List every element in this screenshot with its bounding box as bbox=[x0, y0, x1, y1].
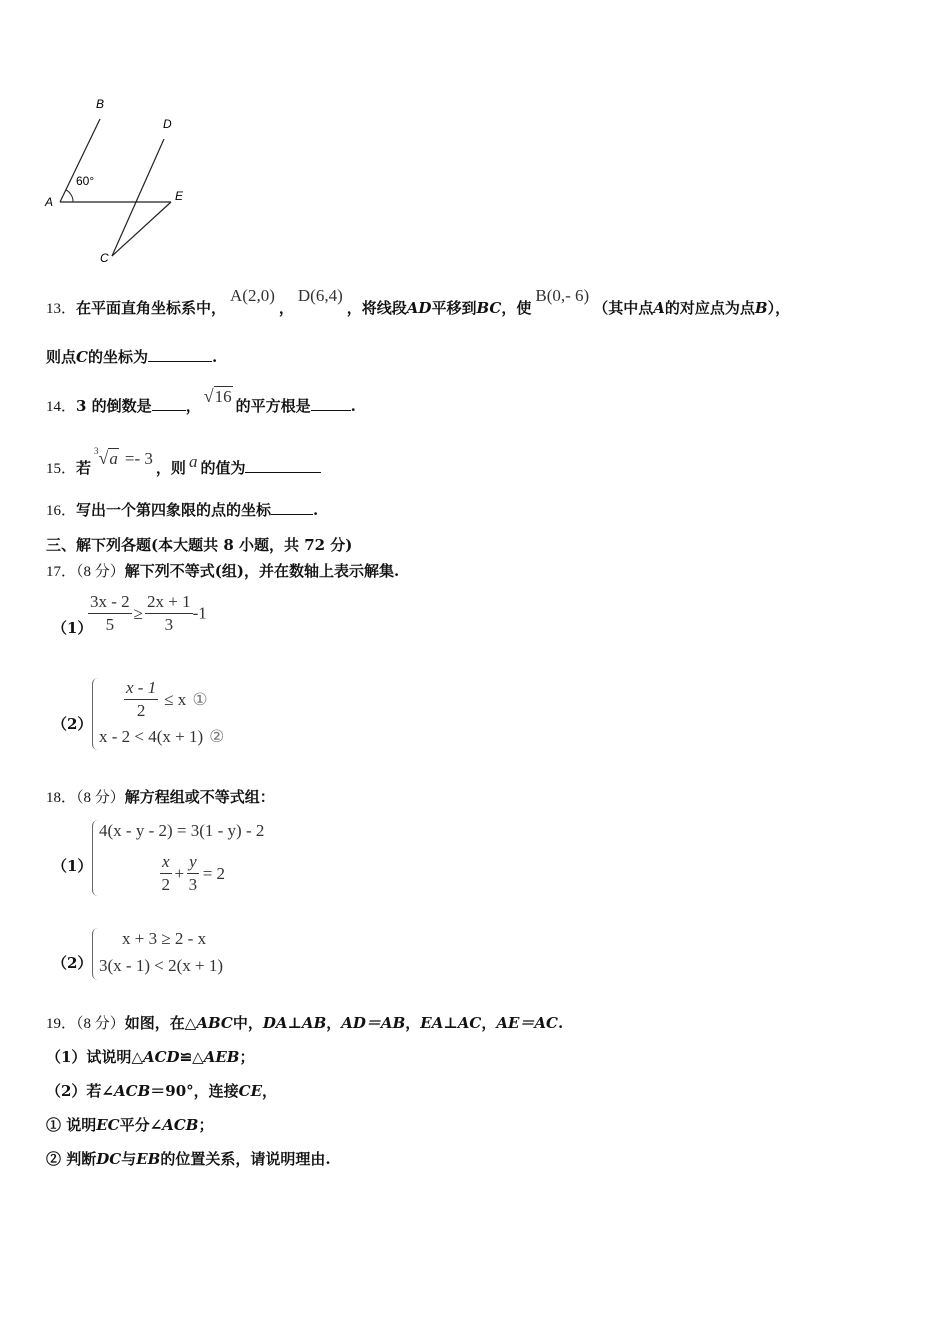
q17-part2-row2: x - 2 < 4(x + 1) ② bbox=[99, 727, 225, 746]
q19-sub2: （2）若∠ACB＝90°，连接CE， bbox=[46, 1082, 278, 1100]
label-d: D bbox=[163, 117, 172, 131]
q18-part1-label: （1） bbox=[52, 857, 93, 875]
q16-line: 16．写出一个第四象限的点的坐标 . bbox=[46, 501, 319, 519]
q13-line1: 13．在平面直角坐标系中，A(2,0)，D(6,4)，将线段AD平移到BC，使B(0,- 6)（其中点A的对应点为点B）， bbox=[46, 286, 791, 317]
q16-answer-blank[interactable] bbox=[271, 500, 313, 515]
q18-part2-label: （2） bbox=[52, 954, 93, 972]
q19-sub2-part1: ① 说明EC平分∠ACB； bbox=[46, 1116, 214, 1134]
label-c: C bbox=[100, 251, 109, 265]
q18-part2-brace bbox=[92, 928, 99, 980]
q17-part2-label: （2） bbox=[52, 715, 93, 733]
q17-part2-row1: $\frac{x - 1}{2}$ ≤ x ① bbox=[126, 678, 208, 720]
segment-ab bbox=[60, 119, 100, 202]
q15-line: 15．若$^3$√a =- 3 ，则 a 的值为 bbox=[46, 454, 321, 479]
angle-label: 60° bbox=[76, 174, 95, 188]
q13-point-d: D(6,4) bbox=[297, 286, 343, 305]
section-3-heading: 三、解下列各题(本大题共 8 小题，共 72 分) bbox=[46, 536, 353, 554]
q14-sqrt: √16 bbox=[203, 386, 232, 406]
label-a: A bbox=[45, 195, 54, 209]
q15-cube-root: $^3$√a =- 3 bbox=[94, 446, 153, 468]
q18-title: 18．（8 分）解方程组或不等式组： bbox=[46, 788, 275, 806]
segment-ce bbox=[112, 202, 171, 256]
q14-line: 14．3 的倒数是 ， √16 的平方根是 . bbox=[46, 386, 356, 415]
q19-sub1: （1）试说明△ACD≌△AEB； bbox=[46, 1048, 255, 1066]
q13-line2: 则点C的坐标为 . bbox=[46, 348, 218, 366]
q14-blank-2[interactable] bbox=[311, 396, 351, 411]
q15-answer-blank[interactable] bbox=[245, 458, 321, 473]
q14-blank-1[interactable] bbox=[152, 396, 186, 411]
q19-line1: 19．（8 分）如图，在△ABC中，DA⊥AB，AD＝AB，EA⊥AC，AE＝AC. bbox=[46, 1014, 564, 1032]
label-e: E bbox=[175, 189, 184, 203]
q17-title: 17．（8 分）解下列不等式(组)，并在数轴上表示解集. bbox=[46, 562, 400, 580]
q13-point-a: A(2,0) bbox=[230, 286, 275, 305]
q18-part1-brace bbox=[92, 820, 99, 896]
q17-part1-label: （1） bbox=[52, 619, 93, 637]
q18-part2-row2: 3(x - 1) < 2(x + 1) bbox=[99, 956, 223, 975]
q18-part2-row1: x + 3 ≥ 2 - x bbox=[122, 929, 207, 948]
geometry-figure bbox=[40, 92, 200, 267]
segment-dc bbox=[112, 139, 164, 256]
q18-part1-row1: 4(x - y - 2) = 3(1 - y) - 2 bbox=[99, 821, 265, 840]
q17-part2-brace bbox=[92, 678, 99, 750]
q17-part1-inequality: $\frac{3x - 2}{5}$ ≥ $\frac{2x + 1}{3}$ -1 bbox=[90, 592, 207, 634]
q13-answer-blank[interactable] bbox=[148, 347, 212, 362]
angle-arc bbox=[66, 190, 73, 202]
q19-sub2-part2: ② 判断DC与EB的位置关系，请说明理由. bbox=[46, 1150, 331, 1168]
label-b: B bbox=[96, 97, 105, 111]
q18-part1-row2: $\frac{x}{2}$ + $\frac{y}{3}$ = 2 bbox=[161, 852, 226, 894]
q13-point-b: B(0,- 6) bbox=[535, 286, 590, 305]
